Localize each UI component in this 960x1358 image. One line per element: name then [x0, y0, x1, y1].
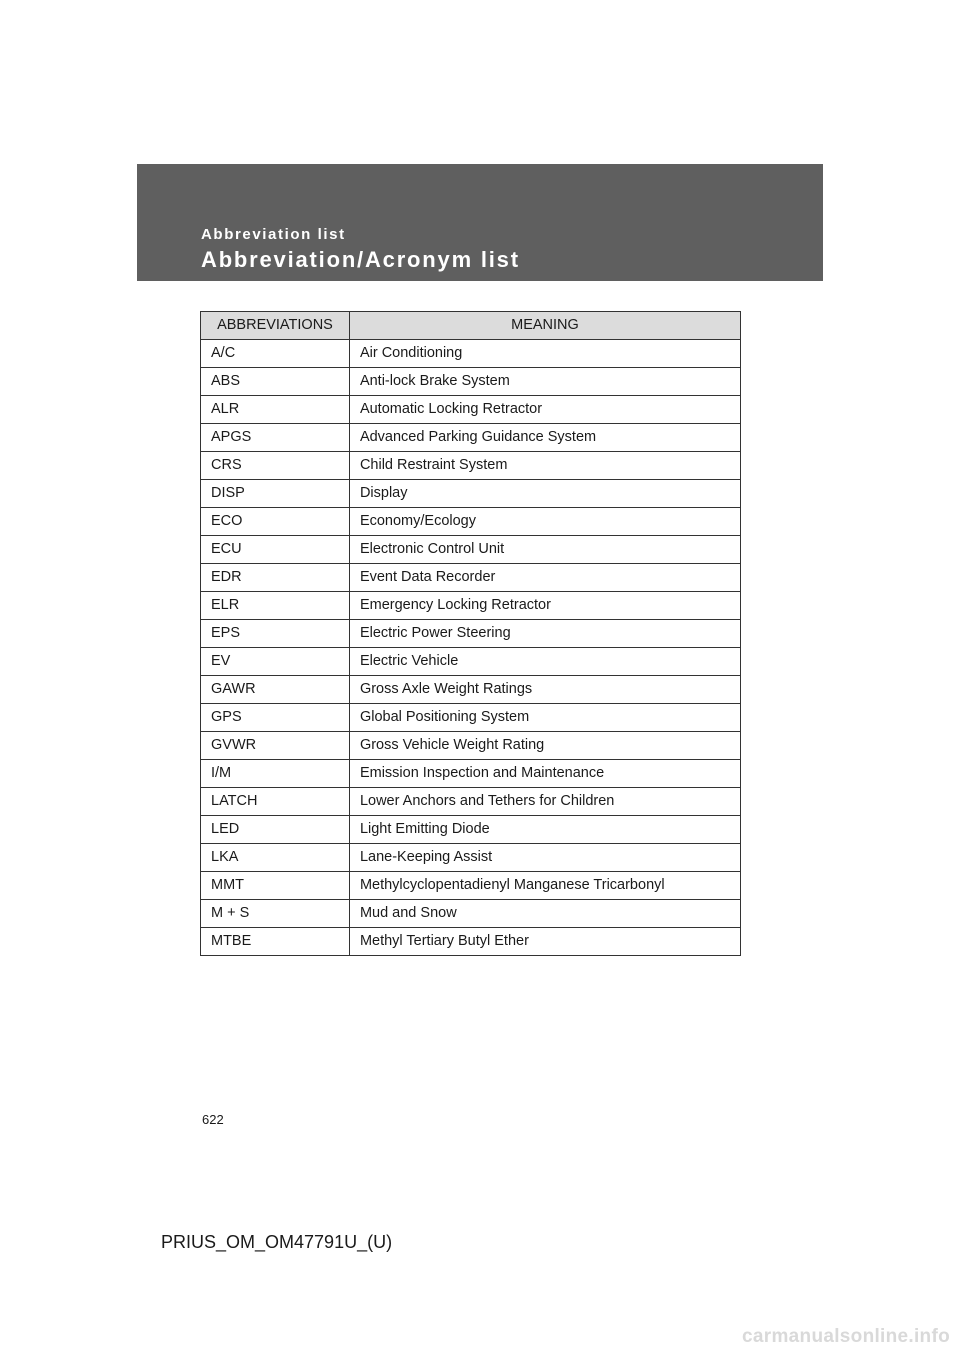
abbreviation-cell: ECO: [201, 508, 350, 536]
table-row: [201, 592, 741, 620]
abbreviation-cell: I/M: [201, 760, 350, 788]
meaning-cell: Automatic Locking Retractor: [349, 396, 740, 424]
table-header-row: [201, 312, 741, 340]
meaning-cell: Global Positioning System: [349, 704, 740, 732]
table-row: [201, 340, 741, 368]
meaning-cell: Electronic Control Unit: [349, 536, 740, 564]
meaning-cell: Economy/Ecology: [349, 508, 740, 536]
abbreviation-cell: DISP: [201, 480, 350, 508]
table-row: [201, 564, 741, 592]
section-label: Abbreviation list: [201, 226, 346, 243]
table-row: [201, 620, 741, 648]
meaning-cell: Light Emitting Diode: [349, 816, 740, 844]
abbreviation-cell: MTBE: [201, 928, 350, 956]
meaning-cell: Advanced Parking Guidance System: [349, 424, 740, 452]
abbreviation-cell: ALR: [201, 396, 350, 424]
abbreviation-cell: GPS: [201, 704, 350, 732]
abbreviation-cell: APGS: [201, 424, 350, 452]
table-row: [201, 816, 741, 844]
table-row: [201, 732, 741, 760]
table-row: [201, 452, 741, 480]
abbreviation-cell: EPS: [201, 620, 350, 648]
page-number: 622: [202, 1112, 224, 1127]
meaning-cell: Electric Power Steering: [349, 620, 740, 648]
meaning-cell: Methyl Tertiary Butyl Ether: [349, 928, 740, 956]
meaning-cell: Mud and Snow: [349, 900, 740, 928]
column-header-abbreviations: ABBREVIATIONS: [201, 312, 350, 340]
abbreviation-cell: MMT: [201, 872, 350, 900]
meaning-cell: Emission Inspection and Maintenance: [349, 760, 740, 788]
table-row: [201, 424, 741, 452]
abbreviation-cell: EDR: [201, 564, 350, 592]
column-header-meaning: MEANING: [349, 312, 740, 340]
table-row: [201, 872, 741, 900]
meaning-cell: Display: [349, 480, 740, 508]
abbreviation-cell: LKA: [201, 844, 350, 872]
meaning-cell: Lane-Keeping Assist: [349, 844, 740, 872]
abbreviation-cell: LATCH: [201, 788, 350, 816]
table-row: [201, 704, 741, 732]
abbreviation-cell: EV: [201, 648, 350, 676]
meaning-cell: Methylcyclopentadienyl Manganese Tricarbonyl: [349, 872, 740, 900]
table-row: [201, 368, 741, 396]
abbreviation-cell: ECU: [201, 536, 350, 564]
abbreviation-cell: CRS: [201, 452, 350, 480]
page-title: Abbreviation/Acronym list: [201, 247, 520, 272]
table-row: [201, 508, 741, 536]
watermark: carmanualsonline.info: [742, 1326, 950, 1347]
abbreviation-cell: GVWR: [201, 732, 350, 760]
meaning-cell: Child Restraint System: [349, 452, 740, 480]
meaning-cell: Gross Axle Weight Ratings: [349, 676, 740, 704]
table-row: [201, 844, 741, 872]
table-body: [201, 340, 741, 956]
table-row: [201, 788, 741, 816]
header-band: [137, 164, 823, 281]
abbreviation-cell: LED: [201, 816, 350, 844]
abbreviation-cell: M + S: [201, 900, 350, 928]
meaning-cell: Lower Anchors and Tethers for Children: [349, 788, 740, 816]
meaning-cell: Event Data Recorder: [349, 564, 740, 592]
table-row: [201, 648, 741, 676]
abbreviation-cell: ELR: [201, 592, 350, 620]
meaning-cell: Anti-lock Brake System: [349, 368, 740, 396]
table-row: [201, 900, 741, 928]
meaning-cell: Air Conditioning: [349, 340, 740, 368]
table-row: [201, 536, 741, 564]
meaning-cell: Emergency Locking Retractor: [349, 592, 740, 620]
abbreviation-table: [200, 311, 741, 956]
meaning-cell: Electric Vehicle: [349, 648, 740, 676]
meaning-cell: Gross Vehicle Weight Rating: [349, 732, 740, 760]
abbreviation-cell: ABS: [201, 368, 350, 396]
abbreviation-cell: GAWR: [201, 676, 350, 704]
table-row: [201, 760, 741, 788]
document-id: PRIUS_OM_OM47791U_(U): [161, 1232, 393, 1252]
table-row: [201, 676, 741, 704]
table-row: [201, 928, 741, 956]
table-row: [201, 480, 741, 508]
table-row: [201, 396, 741, 424]
abbreviation-cell: A/C: [201, 340, 350, 368]
